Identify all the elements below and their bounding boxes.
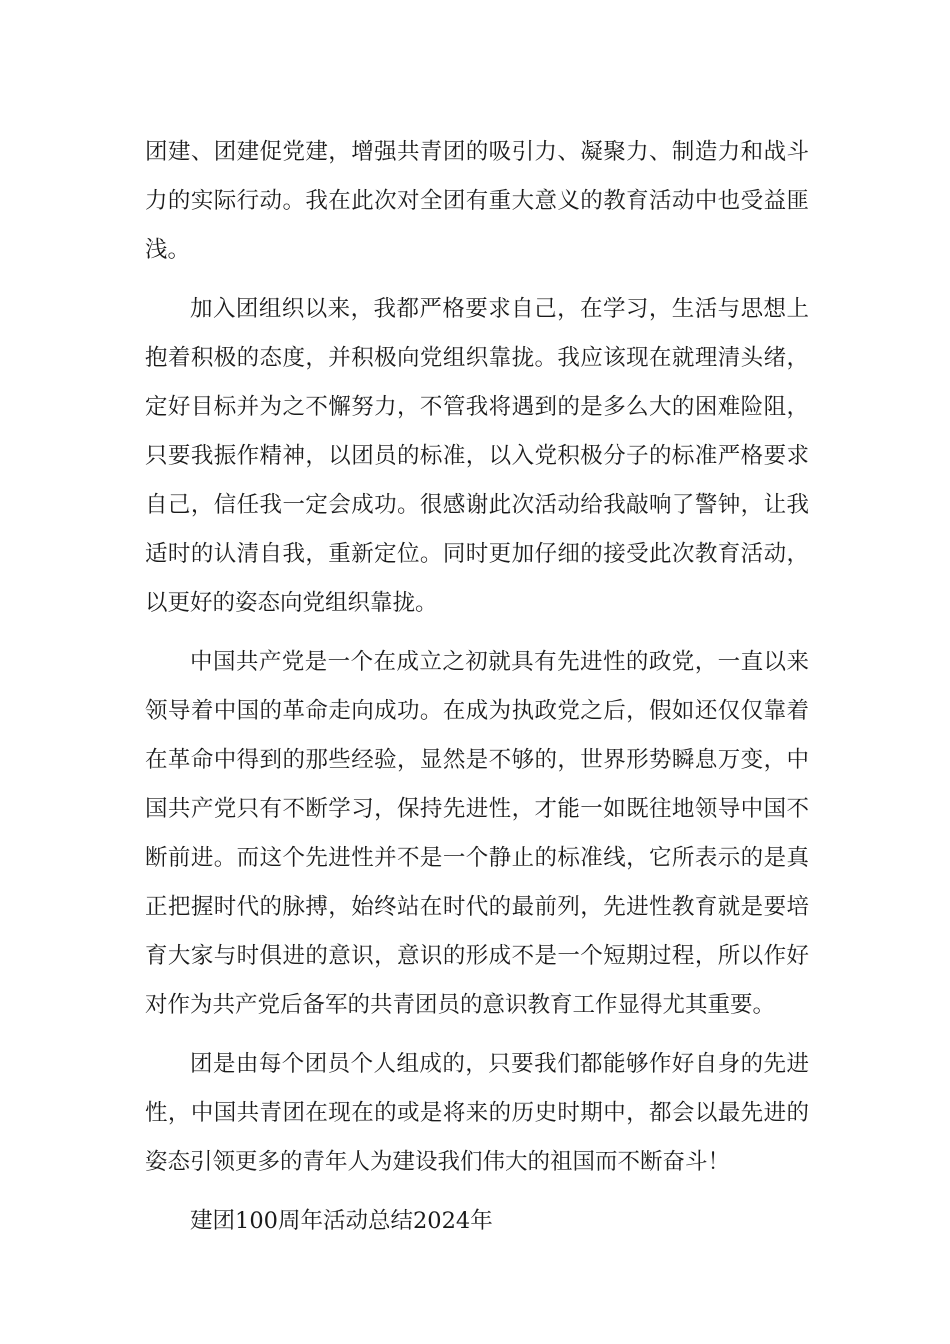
text-line: 对作为共产党后备军的共青团员的意识教育工作显得尤其重要。 — [145, 992, 776, 1018]
text-line: 性，中国共青团在现在的或是将来的历史时期中，都会以最先进的 — [145, 1100, 809, 1126]
text-line: 正把握时代的脉搏，始终站在时代的最前列，先进性教育就是要培 — [145, 894, 809, 920]
paragraph-1 — [145, 128, 809, 275]
text-line: 以更好的姿态向党组织靠拢。 — [145, 590, 438, 616]
document-body — [145, 128, 809, 1256]
text-line: 抱着积极的态度，并积极向党组织靠拢。我应该现在就理清头绪， — [145, 345, 809, 371]
section-heading: 建团100周年活动总结2024年 — [190, 1208, 493, 1234]
paragraph-4 — [145, 1040, 809, 1187]
text-line: 团是由每个团员个人组成的，只要我们都能够作好自身的先进 — [190, 1051, 809, 1077]
text-line: 姿态引领更多的青年人为建设我们伟大的祖国而不断奋斗！ — [145, 1149, 731, 1175]
paragraph-3 — [145, 638, 809, 1030]
text-line: 适时的认清自我，重新定位。同时更加仔细的接受此次教育活动， — [145, 541, 809, 567]
text-line: 浅。 — [145, 237, 191, 263]
text-line: 断前进。而这个先进性并不是一个静止的标准线，它所表示的是真 — [145, 845, 809, 871]
text-line: 团建、团建促党建，增强共青团的吸引力、凝聚力、制造力和战斗 — [145, 139, 809, 165]
text-line: 加入团组织以来，我都严格要求自己，在学习，生活与思想上 — [190, 296, 809, 322]
text-line: 中国共产党是一个在成立之初就具有先进性的政党，一直以来 — [190, 649, 809, 675]
text-line: 育大家与时俱进的意识，意识的形成不是一个短期过程，所以作好 — [145, 943, 809, 969]
text-line: 力的实际行动。我在此次对全团有重大意义的教育活动中也受益匪 — [145, 188, 809, 214]
text-line: 国共产党只有不断学习，保持先进性，才能一如既往地领导中国不 — [145, 796, 809, 822]
text-line: 自己，信任我一定会成功。很感谢此次活动给我敲响了警钟，让我 — [145, 492, 809, 518]
paragraph-5 — [145, 1197, 809, 1246]
text-line: 领导着中国的革命走向成功。在成为执政党之后，假如还仅仅靠着 — [145, 698, 809, 724]
text-line: 在革命中得到的那些经验，显然是不够的，世界形势瞬息万变，中 — [145, 747, 809, 773]
text-line: 只要我振作精神，以团员的标准，以入党积极分子的标准严格要求 — [145, 443, 809, 469]
paragraph-2 — [145, 285, 809, 628]
text-line: 定好目标并为之不懈努力，不管我将遇到的是多么大的困难险阻， — [145, 394, 809, 420]
